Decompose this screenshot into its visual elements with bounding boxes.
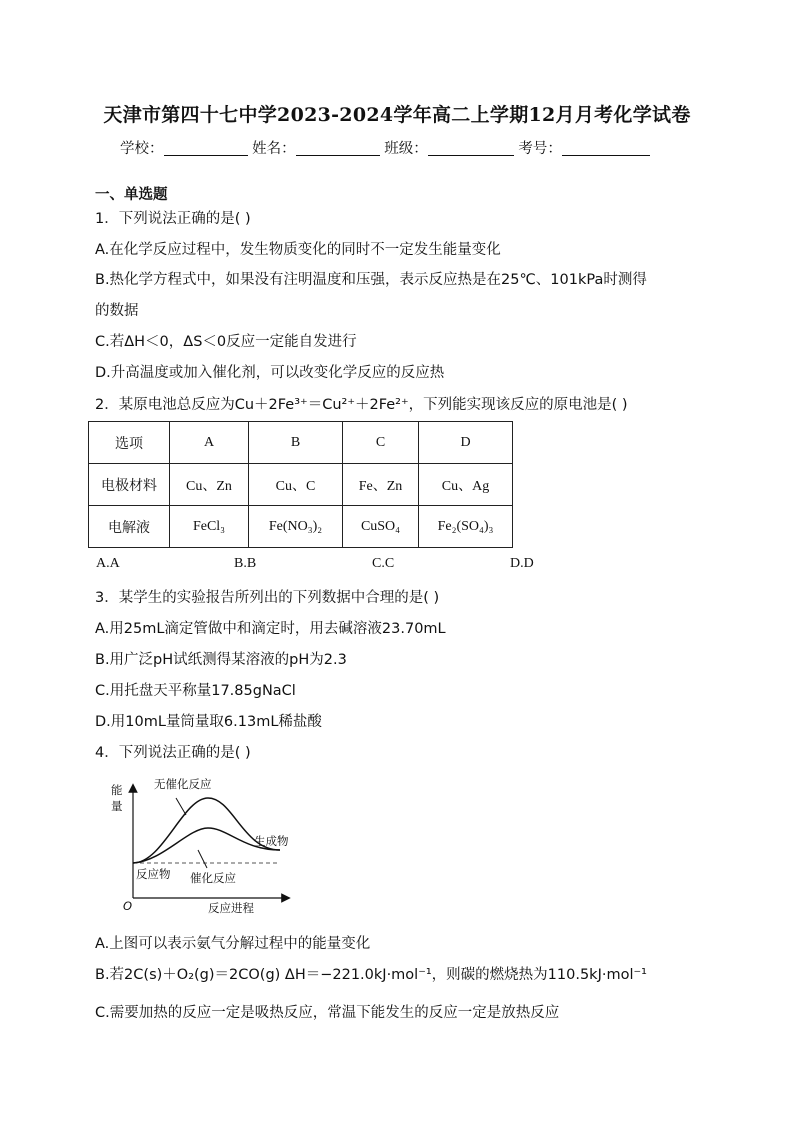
table-cell: CuSO₄ — [343, 506, 419, 548]
q1-option-b-line1: B.热化学方程式中，如果没有注明温度和压强，表示反应热是在25℃、101kPa时测得 — [95, 272, 647, 288]
number-label: 考号： — [518, 141, 562, 157]
table-cell: D — [419, 422, 513, 464]
school-blank[interactable] — [164, 141, 248, 156]
q1-option-d: D.升高温度或加入催化剂，可以改变化学反应的反应热 — [95, 365, 445, 381]
table-cell: Fe(NO₃)₂ — [249, 506, 343, 548]
q4-option-c: C.需要加热的反应一定是吸热反应，常温下能发生的反应一定是放热反应 — [95, 1005, 560, 1021]
name-blank[interactable] — [296, 141, 380, 156]
q4-option-b: B.若2C(s)＋O₂(g)＝2CO(g) ΔH＝−221.0kJ·mol⁻¹，则碳的燃烧热为110.5kJ·mol⁻¹ — [95, 967, 647, 983]
q2-option-b: B.B — [234, 556, 257, 571]
origin-label: O — [123, 899, 133, 913]
catalyzed-label: 催化反应 — [190, 871, 236, 885]
q4-option-a: A.上图可以表示氨气分解过程中的能量变化 — [95, 936, 371, 952]
table-cell: Fe、Zn — [343, 464, 419, 506]
table-cell: Cu、Ag — [419, 464, 513, 506]
section-heading: 一、单选题 — [95, 187, 168, 203]
q1-option-c: C.若ΔH＜0，ΔS＜0反应一定能自发进行 — [95, 334, 357, 350]
table-cell: FeCl₃ — [170, 506, 249, 548]
q2-options-table — [88, 421, 513, 548]
q4-stem: 4．下列说法正确的是( ) — [95, 745, 251, 761]
table-cell: 电极材料 — [89, 464, 170, 506]
q3-option-c: C.用托盘天平称量17.85gNaCl — [95, 683, 296, 699]
catalyzed-pointer — [198, 850, 207, 868]
table-cell: Cu、C — [249, 464, 343, 506]
number-blank[interactable] — [562, 141, 650, 156]
x-axis-label: 反应进程 — [208, 901, 254, 915]
uncatalyzed-label: 无催化反应 — [154, 777, 212, 791]
name-label: 姓名： — [252, 141, 296, 157]
table-cell: Fe₂(SO₄)₃ — [419, 506, 513, 548]
class-label: 班级： — [384, 141, 428, 157]
q1-option-a: A.在化学反应过程中，发生物质变化的同时不一定发生能量变化 — [95, 242, 501, 258]
q3-option-a: A.用25mL滴定管做中和滴定时，用去碱溶液23.70mL — [95, 621, 446, 637]
class-blank[interactable] — [428, 141, 514, 156]
paper-title: 天津市第四十七中学2023-2024学年高二上学期12月月考化学试卷 — [103, 104, 691, 126]
uncatalyzed-curve — [133, 798, 280, 863]
table-cell: 选项 — [89, 422, 170, 464]
q1-option-b-line2: 的数据 — [95, 303, 139, 319]
energy-diagram — [108, 770, 298, 920]
q3-option-d: D.用10mL量筒量取6.13mL稀盐酸 — [95, 714, 322, 730]
q3-stem: 3．某学生的实验报告所列出的下列数据中合理的是( ) — [95, 590, 440, 606]
reactant-label: 反应物 — [136, 867, 171, 881]
student-info-row — [120, 137, 650, 158]
q2-option-a: A.A — [96, 556, 120, 571]
table-cell: A — [170, 422, 249, 464]
table-row — [89, 506, 513, 548]
product-label: 生成物 — [254, 834, 289, 848]
q2-stem: 2．某原电池总反应为Cu＋2Fe³⁺＝Cu²⁺＋2Fe²⁺，下列能实现该反应的原电池是( ) — [95, 397, 628, 413]
table-row — [89, 464, 513, 506]
uncatalyzed-pointer — [176, 798, 186, 815]
school-label: 学校： — [120, 141, 164, 157]
table-cell: C — [343, 422, 419, 464]
table-row — [89, 422, 513, 464]
table-cell: 电解液 — [89, 506, 170, 548]
y-label-char2: 量 — [111, 799, 123, 813]
table-cell: B — [249, 422, 343, 464]
q3-option-b: B.用广泛pH试纸测得某溶液的pH为2.3 — [95, 652, 347, 668]
q2-option-c: C.C — [372, 556, 395, 571]
q2-option-d: D.D — [510, 556, 534, 571]
table-cell: Cu、Zn — [170, 464, 249, 506]
y-label-char1: 能 — [111, 783, 123, 797]
q1-stem: 1．下列说法正确的是( ) — [95, 211, 251, 227]
